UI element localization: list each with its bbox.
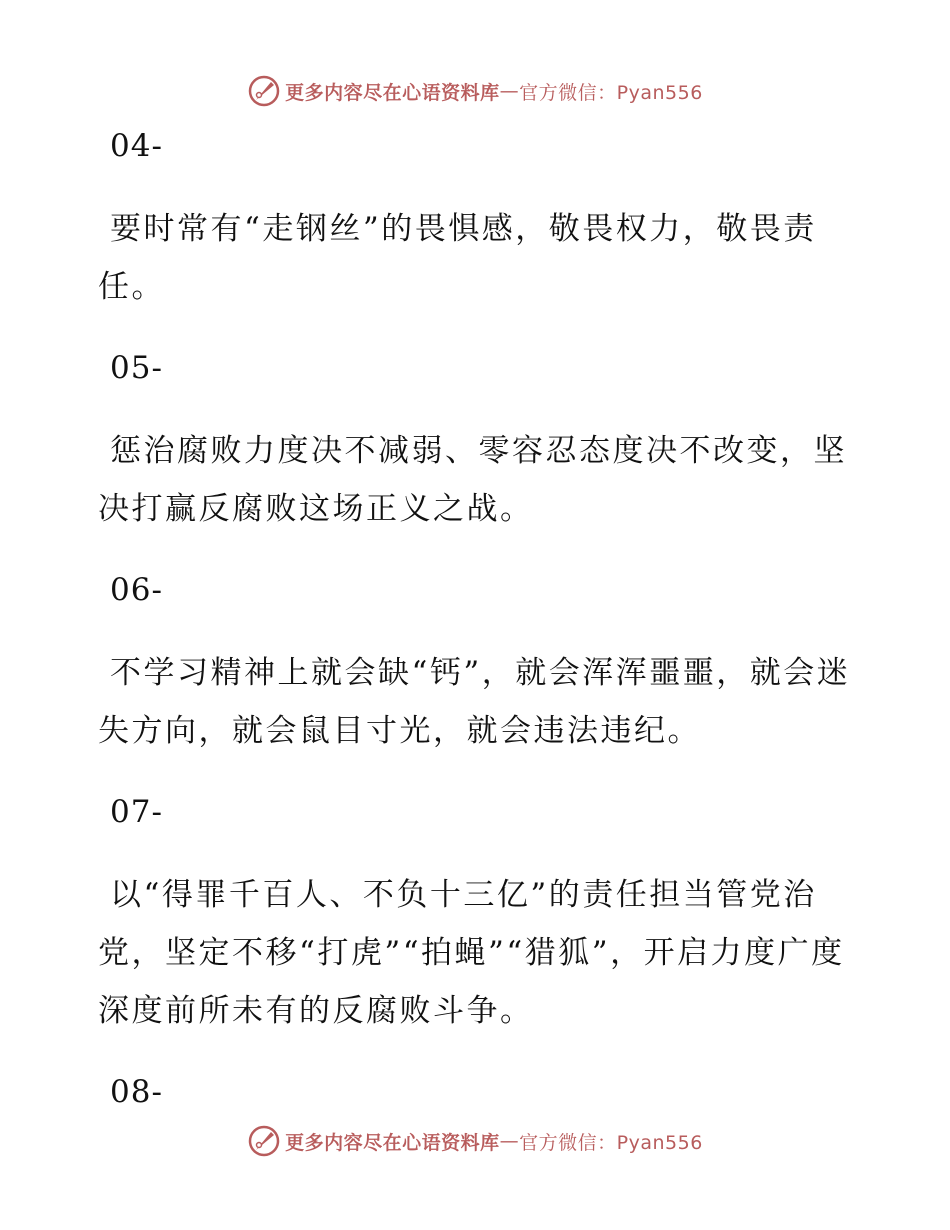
- watermark-text: 更多内容尽在心语资料库: [285, 81, 500, 104]
- section-number: 06-: [110, 572, 163, 608]
- section-paragraph: 不学习精神上就会缺“钙”，就会浑浑噩噩，就会迷失方向，就会鼠目寸光，就会违法违纪。: [98, 655, 851, 749]
- quill-logo-icon: [247, 74, 281, 108]
- watermark-separator: —: [499, 1130, 520, 1152]
- header-watermark: [0, 74, 950, 108]
- section-number: 05-: [110, 350, 163, 386]
- section-paragraph: 以“得罪千百人、不负十三亿”的责任担当管党治党，坚定不移“打虎”“拍蝇”“猎狐”，开启力度广度深度前所未有的反腐败斗争。: [98, 877, 845, 1029]
- footer-watermark: [0, 1124, 950, 1158]
- quill-logo-icon: [247, 1124, 281, 1158]
- watermark-separator: —: [499, 80, 520, 102]
- section-paragraph: 要时常有“走钢丝”的畏惧感，敬畏权力，敬畏责任。: [98, 211, 817, 305]
- section-paragraph: 惩治腐败力度决不减弱、零容忍态度决不改变，坚决打赢反腐败这场正义之战。: [98, 433, 847, 527]
- section-number: 08-: [110, 1074, 163, 1110]
- section-number: 07-: [110, 794, 163, 830]
- document-body: [98, 120, 858, 1118]
- watermark-wechat: 官方微信：Pyan556: [519, 81, 703, 104]
- watermark-wechat: 官方微信：Pyan556: [519, 1131, 703, 1154]
- watermark-text: 更多内容尽在心语资料库: [285, 1131, 500, 1154]
- section-number: 04-: [110, 128, 163, 164]
